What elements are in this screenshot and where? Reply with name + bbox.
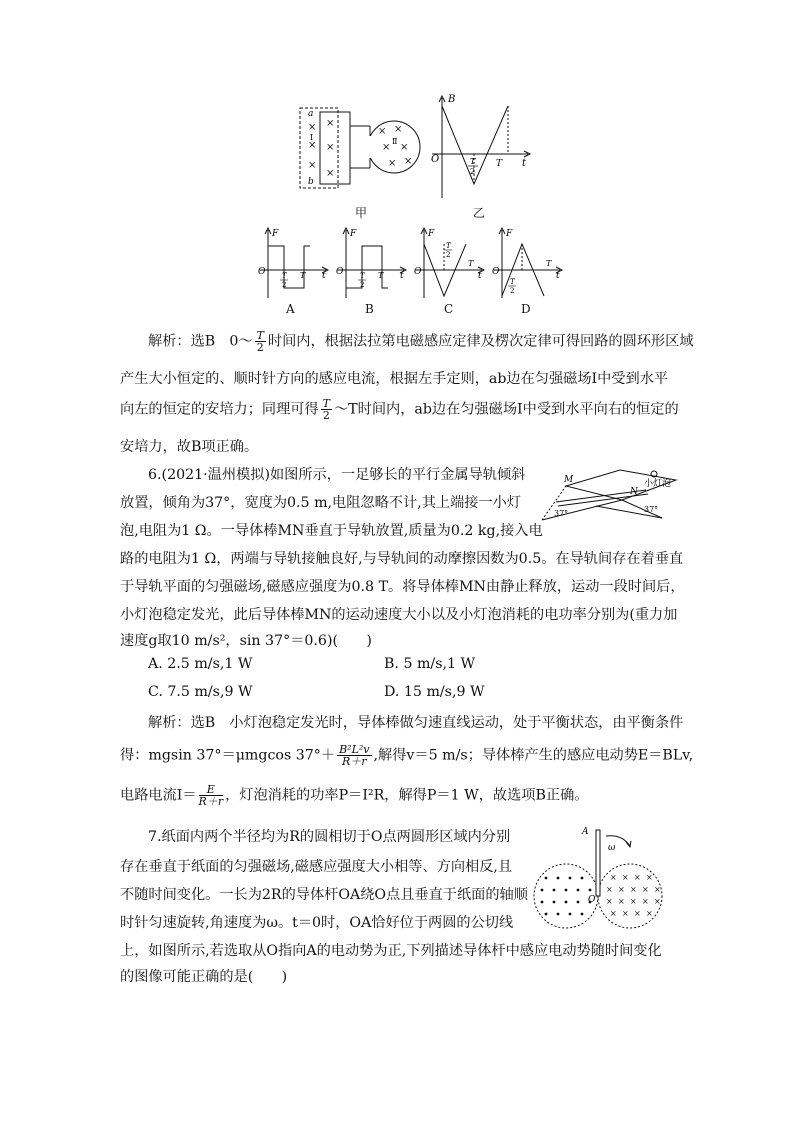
q6-line3: 泡,电阻为1 Ω。一导体棒MN垂直于导轨放置,质量为0.2 kg,接入电 xyxy=(120,523,543,539)
svg-text:T: T xyxy=(446,242,451,250)
svg-text:×: × xyxy=(654,885,661,894)
svg-text:t: t xyxy=(478,271,482,281)
option-label-B: B xyxy=(365,302,374,316)
svg-text:T: T xyxy=(300,271,306,280)
option-label-C: C xyxy=(444,302,454,316)
svg-text:T: T xyxy=(468,259,474,268)
q7-line6: 的图像可能正确的是( ) xyxy=(120,969,288,985)
origin-O: O xyxy=(431,154,440,165)
analysis5-line1: 解析：选B 0～ $\frac{T}{2}$ 时间内，根据法拉第电磁感应定律及楞次定律可得回路的圆环形区域 xyxy=(148,329,694,354)
analysis5-line3: 向左的恒定的安培力；同理可得 $\frac{T}{2}$ ～T时间内，ab边在匀强磁场Ⅰ中受到水平向右的恒定的 xyxy=(120,397,679,422)
svg-text:×: × xyxy=(630,885,637,894)
analysis5-line4: 安培力，故B项正确。 xyxy=(120,439,259,455)
q7-line3: 不随时间变化。一长为2R的导体杆OA绕O点且垂直于纸面的轴顺 xyxy=(120,887,528,903)
analysis5-line2: 产生大小恒定的、顺时针方向的感应电流，根据左手定则，ab边在匀强磁场Ⅰ中受到水平 xyxy=(120,371,669,387)
angle-right: 37° xyxy=(644,505,659,514)
svg-text:×: × xyxy=(646,873,653,882)
svg-text:2: 2 xyxy=(282,281,287,289)
svg-text:×: × xyxy=(326,168,335,179)
label-region1: Ⅰ xyxy=(310,133,314,142)
analysis6-line3: 电路电流I＝ $\frac{E}{R+r}$ ，灯泡消耗的功率P＝I²R，解得P＝1 W，故选项B正确。 xyxy=(120,783,589,808)
tick-half-num: T xyxy=(470,157,476,166)
angle-left: 37° xyxy=(554,509,569,518)
svg-text:T: T xyxy=(510,278,515,286)
svg-text:t: t xyxy=(556,271,560,281)
svg-text:×: × xyxy=(642,885,649,894)
svg-text:×: × xyxy=(634,873,641,882)
analysis6-line2: 得：mgsin 37°＝μmgcos 37°＋ $\frac{\text{B²L²v}}{R+r}$ ,解得v＝5 m/s；导体棒产生的感应电动势E＝BLv, xyxy=(120,743,694,768)
svg-text:T: T xyxy=(282,272,287,280)
q7-line5: 上，如图所示,若选取从O指向A的电动势为正,下列描述导体杆中感应电动势随时间变化 xyxy=(120,943,662,959)
option-graphs xyxy=(256,226,566,318)
q6-option-D[interactable]: D. 15 m/s,9 W xyxy=(384,684,485,700)
svg-text:×: × xyxy=(610,873,617,882)
label-region2: Ⅱ xyxy=(392,137,398,146)
svg-text:×: × xyxy=(308,140,317,151)
svg-text:×: × xyxy=(606,897,613,906)
svg-text:F: F xyxy=(350,229,357,239)
svg-text:×: × xyxy=(606,885,613,894)
option-label-D: D xyxy=(521,302,531,316)
svg-text:×: × xyxy=(308,122,317,133)
svg-text:T: T xyxy=(546,259,552,268)
svg-text:O: O xyxy=(414,267,422,277)
label-N: N xyxy=(630,487,638,497)
figure-yi xyxy=(428,94,538,204)
svg-text:×: × xyxy=(326,118,335,129)
label-a: a xyxy=(308,109,314,119)
q7-line2: 存在垂直于纸面的匀强磁场,磁感应强度大小相等、方向相反,且 xyxy=(120,859,513,875)
option-label-A: A xyxy=(286,302,295,316)
svg-text:×: × xyxy=(610,909,617,918)
q6-line6: 小灯泡稳定发光，此后导体棒MN的运动速度大小以及小灯泡消耗的电功率分别为(重力加 xyxy=(120,607,678,623)
label-bulb: 小灯泡 xyxy=(644,479,672,489)
svg-text:O: O xyxy=(258,267,266,277)
q7-line4: 时针匀速旋转,角速度为ω。t＝0时，OA恰好位于两圆的公切线 xyxy=(120,915,514,931)
svg-text:2: 2 xyxy=(446,251,451,259)
label-O: O xyxy=(588,895,596,905)
caption-jia: 甲 xyxy=(355,206,368,220)
svg-text:O: O xyxy=(492,267,500,277)
svg-text:×: × xyxy=(326,142,335,153)
axis-B: B xyxy=(448,94,456,105)
graph-A xyxy=(258,228,328,298)
svg-text:×: × xyxy=(630,897,637,906)
graph-D xyxy=(492,228,562,298)
svg-text:T: T xyxy=(378,271,384,280)
label-M: M xyxy=(564,475,574,485)
label-b: b xyxy=(308,177,314,187)
svg-text:2: 2 xyxy=(360,281,365,289)
svg-text:×: × xyxy=(394,124,403,135)
q7-line1: 7.纸面内两个半径均为R的圆相切于O点两圆形区域内分别 xyxy=(148,829,511,845)
svg-text:×: × xyxy=(400,142,409,153)
q6-line4: 路的电阻为1 Ω，两端与导轨接触良好,与导轨间的动摩擦因数为0.5。在导轨间存在着垂直 xyxy=(120,551,684,567)
graph-B xyxy=(336,228,406,298)
tick-half-den: 2 xyxy=(470,167,476,176)
svg-text:O: O xyxy=(336,267,344,277)
q6-option-C[interactable]: C. 7.5 m/s,9 W xyxy=(148,684,253,700)
svg-text:F: F xyxy=(506,229,513,239)
svg-text:t: t xyxy=(400,271,404,281)
analysis6-line1: 解析：选B 小灯泡稳定发光时，导体棒做匀速直线运动，处于平衡状态，由平衡条件 xyxy=(148,715,684,731)
svg-text:×: × xyxy=(308,160,317,171)
q6-option-A[interactable]: A. 2.5 m/s,1 W xyxy=(148,656,253,672)
svg-text:×: × xyxy=(388,158,397,169)
q6-line2: 放置，倾角为37°，宽度为0.5 m,电阻忽略不计,其上端接一小灯 xyxy=(120,495,522,511)
svg-text:×: × xyxy=(404,156,413,167)
svg-text:×: × xyxy=(378,126,387,137)
figure-jia xyxy=(296,102,426,206)
svg-text:×: × xyxy=(646,909,653,918)
q6-option-B[interactable]: B. 5 m/s,1 W xyxy=(384,656,476,672)
label-A: A xyxy=(582,827,589,837)
figure-q6-incline xyxy=(536,466,682,526)
tick-T: T xyxy=(496,159,503,169)
svg-text:2: 2 xyxy=(510,287,515,295)
svg-text:t: t xyxy=(322,271,326,281)
svg-text:T: T xyxy=(360,272,365,280)
svg-text:F: F xyxy=(272,229,279,239)
figure-q7-circles xyxy=(530,824,664,930)
svg-text:×: × xyxy=(642,897,649,906)
q6-line5: 于导轨平面的匀强磁场,磁感应强度为0.8 T。将导体棒MN由静止释放，运动一段时间后， xyxy=(120,579,685,595)
label-omega: ω xyxy=(608,843,616,853)
axis-t: t xyxy=(522,158,527,169)
graph-C xyxy=(414,228,484,298)
svg-text:×: × xyxy=(618,885,625,894)
svg-text:×: × xyxy=(654,897,661,906)
svg-text:×: × xyxy=(622,873,629,882)
svg-text:×: × xyxy=(618,897,625,906)
q6-line7: 速度g取10 m/s²，sin 37°＝0.6)( ) xyxy=(120,633,372,649)
svg-text:×: × xyxy=(622,909,629,918)
svg-text:×: × xyxy=(382,142,391,153)
svg-text:×: × xyxy=(634,909,641,918)
q6-line1: 6.(2021·温州模拟)如图所示，一足够长的平行金属导轨倾斜 xyxy=(148,467,526,483)
caption-yi: 乙 xyxy=(473,206,486,220)
svg-text:F: F xyxy=(428,229,435,239)
